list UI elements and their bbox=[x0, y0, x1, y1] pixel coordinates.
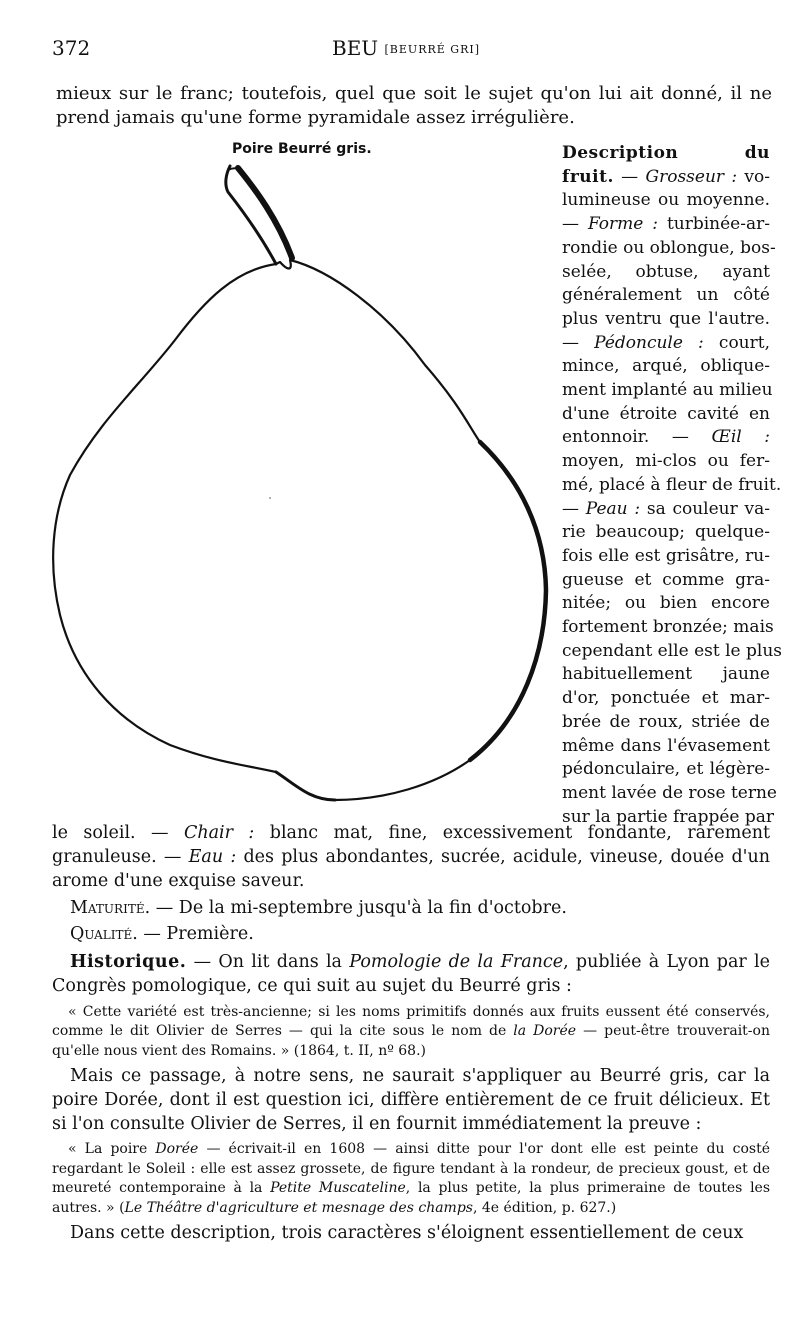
flesh-juice-paragraph: le soleil. — Chair : blanc mat, fine, excessivement fondante, rarement granuleuse. — Eau : des plus abondantes, sucrée, acidule, vineuse, douée d'un arome d'une exquise saveur. bbox=[52, 823, 770, 891]
maturity-paragraph: Maturité. — De la mi-septembre jusqu'à la fin d'octobre. bbox=[70, 898, 567, 919]
running-title bbox=[52, 36, 760, 60]
argument-paragraph: Mais ce passage, à notre sens, ne saurait s'appliquer au Beurré gris, car la poire Dorée, dont il est question ici, diffère entièrement de ce fruit délicieux. Et si l'on consulte Olivier de Serres, il en fournit immédiatement la preuve : bbox=[52, 1066, 770, 1134]
quote-olivier-de-serres: « La poire Dorée — écrivait-il en 1608 — ainsi ditte pour l'or dont elle est peinte du costé regardant le Soleil : elle est assez grossete, de figure tendant à la rondeur, de precieux goust, et de meureté contemporaine à la Petite Muscateline, la plus petite, la plus primeraine de toutes les autres. » (Le Théâtre d'agriculture et mesnage des champs, 4e édition, p. 627.) bbox=[52, 1141, 771, 1216]
running-title-main: BEU bbox=[332, 36, 379, 60]
quality-paragraph: Qualité. — Première. bbox=[70, 924, 254, 945]
pear-illustration bbox=[40, 160, 550, 810]
running-title-sub: [BEURRÉ GRI] bbox=[384, 43, 480, 56]
body-text bbox=[52, 822, 770, 1246]
closing-paragraph: Dans cette description, trois caractères s'éloignent essentiellement de ceux bbox=[70, 1223, 744, 1244]
pear-outline bbox=[53, 260, 546, 800]
history-paragraph: Historique. — On lit dans la Pomologie de la France, publiée à Lyon par le Congrès pomologique, ce qui suit au sujet du Beurré gris : bbox=[52, 951, 771, 996]
figure-caption: Poire Beurré gris. bbox=[232, 141, 372, 157]
fruit-description-column: Description du fruit. — Grosseur : vo- lumineuse ou moyenne. — Forme : turbinée-ar- rondie ou oblongue, bos- selée, obtuse, ayant généralement un côté plus ventru que l'autre. — Pédoncule : court, mince, arqué, oblique- ment implanté au milieu d'une étroite cavité en entonnoir. — Œil : moyen, mi-clos ou fer- mé, placé à fleur de fruit. — Peau : sa couleur va- rie beaucoup; quelque- fois elle est grisâtre, ru- gueuse et comme gra- nitée; ou bien encore fortement bronzée; mais cependant elle est le plus habituellement jaune d'or, ponctuée et mar- brée de roux, striée de même dans l'évasement pédonculaire, et légère- ment lavée de rose terne sur la partie frappée par bbox=[562, 143, 782, 827]
running-header bbox=[52, 36, 760, 66]
description-heading: Description du bbox=[562, 143, 770, 163]
page-number: 372 bbox=[52, 36, 91, 60]
quote-pomologie: « Cette variété est très-ancienne; si les noms primitifs donnés aux fruits eussent été conservés, comme le dit Olivier de Serres — qui la cite sous le nom de la Dorée — peut-être trouverait-on qu'elle nous vient des Romains. » (1864, t. II, nº 68.) bbox=[52, 1003, 770, 1059]
intro-paragraph: mieux sur le franc; toutefois, quel que soit le sujet qu'on lui ait donné, il ne prend jamais qu'une forme pyramidale assez irrégulière. bbox=[56, 83, 772, 128]
